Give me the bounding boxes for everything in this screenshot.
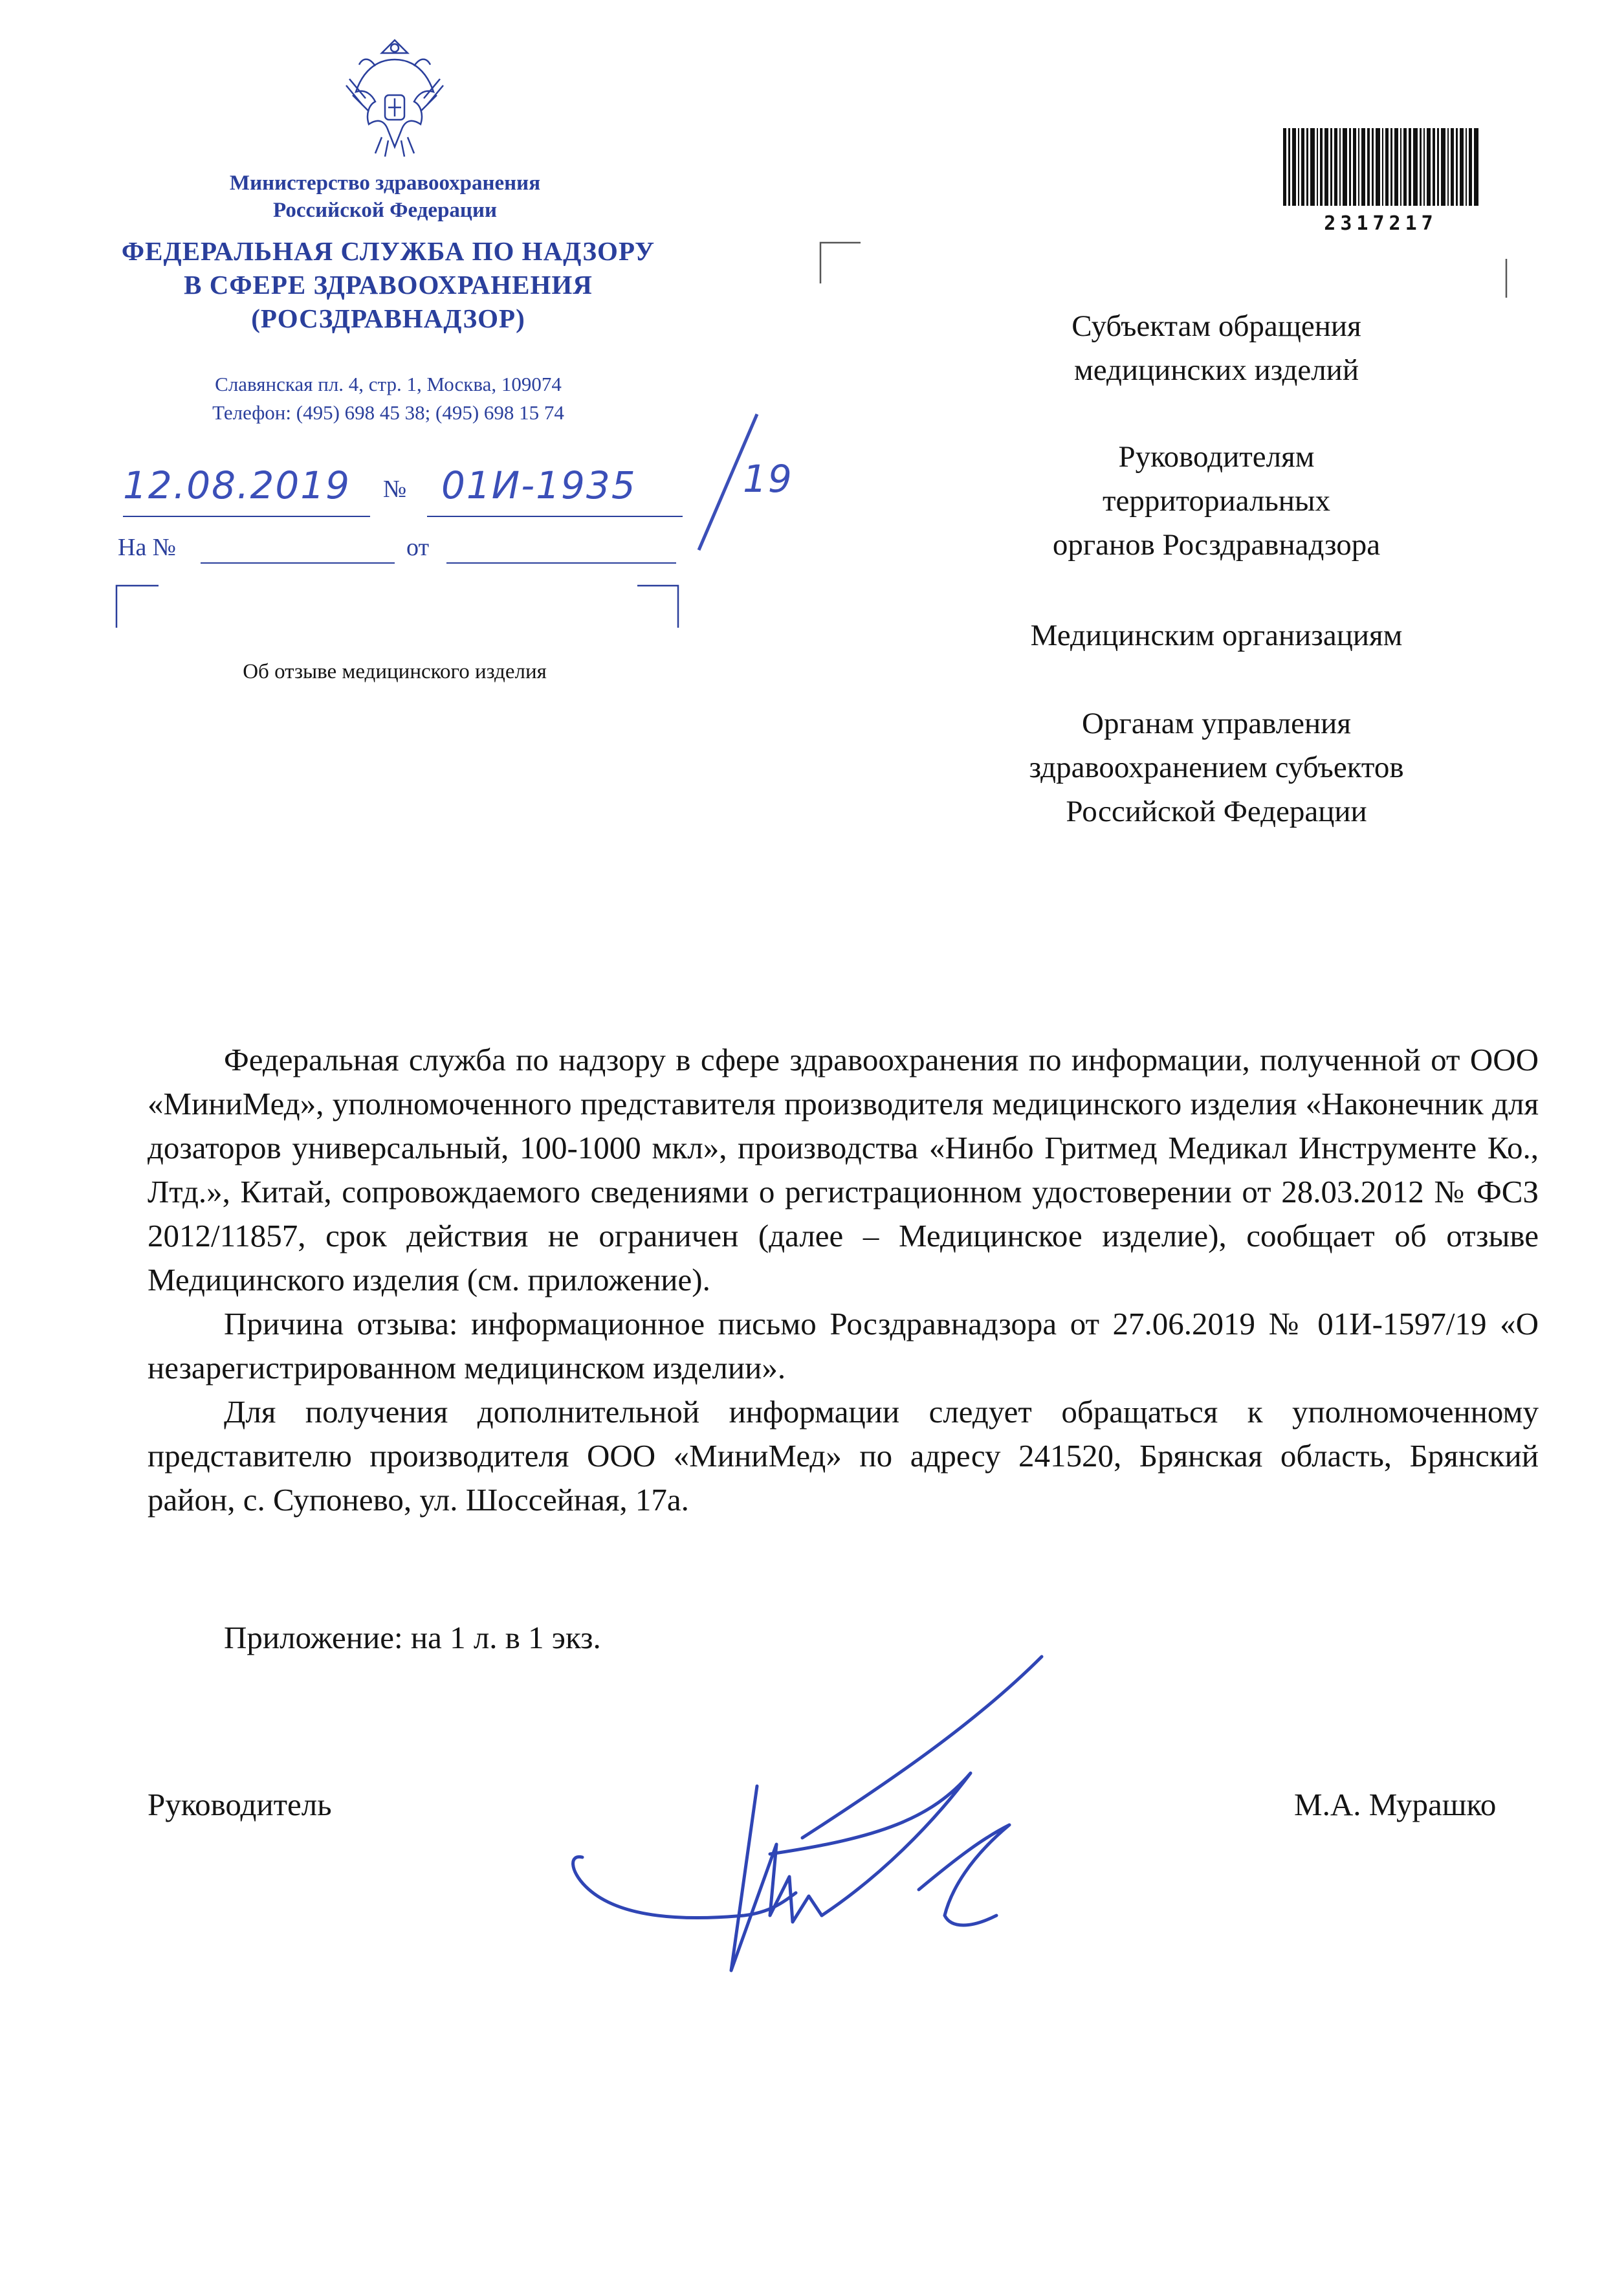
registration-number-sign: № (383, 476, 407, 503)
service-address: Славянская пл. 4, стр. 1, Москва, 109074 (215, 373, 562, 395)
handwritten-signature (556, 1644, 1048, 1980)
addressee-line: здравоохранением субъектов (1029, 751, 1404, 784)
service-line-3: (РОСЗДРАВНАДЗОР) (251, 304, 525, 333)
addressee-corner-left (820, 243, 861, 283)
letter-body (148, 1038, 1539, 1522)
addressee-block-3 (912, 613, 1521, 657)
addressee-block-4 (912, 701, 1521, 833)
letter-subject: Об отзыве медицинского изделия (243, 660, 547, 683)
addressee-line: территориальных (1102, 484, 1331, 518)
reply-number-label: На № (118, 534, 177, 561)
attachment-note: Приложение: на 1 л. в 1 экз. (224, 1620, 601, 1655)
addressee-line: Руководителям (1118, 440, 1315, 474)
subject-corner-left (116, 586, 159, 628)
barcode-number: 2317217 (1324, 212, 1438, 235)
registration-year-suffix: 19 (743, 457, 793, 501)
ministry-line-2: Российской Федерации (273, 199, 497, 222)
subject-corner-right (637, 586, 678, 628)
addressee-line: Органам управления (1082, 707, 1351, 740)
body-paragraph-2: Причина отзыва: информационное письмо Росздравнадзора от 27.06.2019 № 01И-1597/19 «О незарегистрированном медицинском изделии». (148, 1306, 1539, 1385)
addressee-line: Российской Федерации (1066, 795, 1367, 828)
service-phone: Телефон: (495) 698 45 38; (495) 698 15 74 (212, 401, 564, 424)
addressee-line: Медицинским организациям (1030, 619, 1403, 652)
reply-from-label: от (406, 534, 430, 561)
ministry-line-1: Министерство здравоохранения (229, 171, 541, 195)
service-line-2: В СФЕРЕ ЗДРАВООХРАНЕНИЯ (184, 270, 593, 300)
addressee-block-2 (912, 435, 1521, 567)
service-line-1: ФЕДЕРАЛЬНАЯ СЛУЖБА ПО НАДЗОРУ (121, 236, 655, 266)
signatory-name: М.А. Мурашко (1294, 1787, 1497, 1822)
signatory-position: Руководитель (148, 1787, 332, 1822)
barcode-icon (1283, 128, 1478, 206)
addressee-block-1 (912, 304, 1521, 392)
body-paragraph-1: Федеральная служба по надзору в сфере здравоохранения по информации, полученной от ООО «МиниМед», уполномоченного представителя производителя медицинского изделия «Наконечник для дозаторов универсальный, 100-1000 мкл», производства «Нинбо Гритмед Медикал Инструменте Ко., Лтд.», Китай, сопровождаемого сведениями о регистрационном удостоверении от 28.03.2012 № ФСЗ 2012/11857, срок действия не ограничен (далее – Медицинское изделие), сообщает об отзыве Медицинского изделия (см. приложение). (148, 1042, 1539, 1297)
registration-date: 12.08.2019 (123, 463, 351, 507)
registration-number: 01И-1935 (441, 463, 637, 507)
barcode (1283, 128, 1478, 206)
addressee-line: медицинских изделий (1073, 353, 1359, 387)
addressee-line: органов Росздравнадзора (1052, 528, 1381, 562)
body-paragraph-3: Для получения дополнительной информации следует обращаться к уполномоченному представителю производителя ООО «МиниМед» по адресу 241520, Брянская область, Брянский район, с. Супонево, ул. Шоссейная, 17а. (148, 1394, 1539, 1518)
handwritten-slash (699, 414, 757, 550)
addressee-line: Субъектам обращения (1071, 309, 1361, 343)
